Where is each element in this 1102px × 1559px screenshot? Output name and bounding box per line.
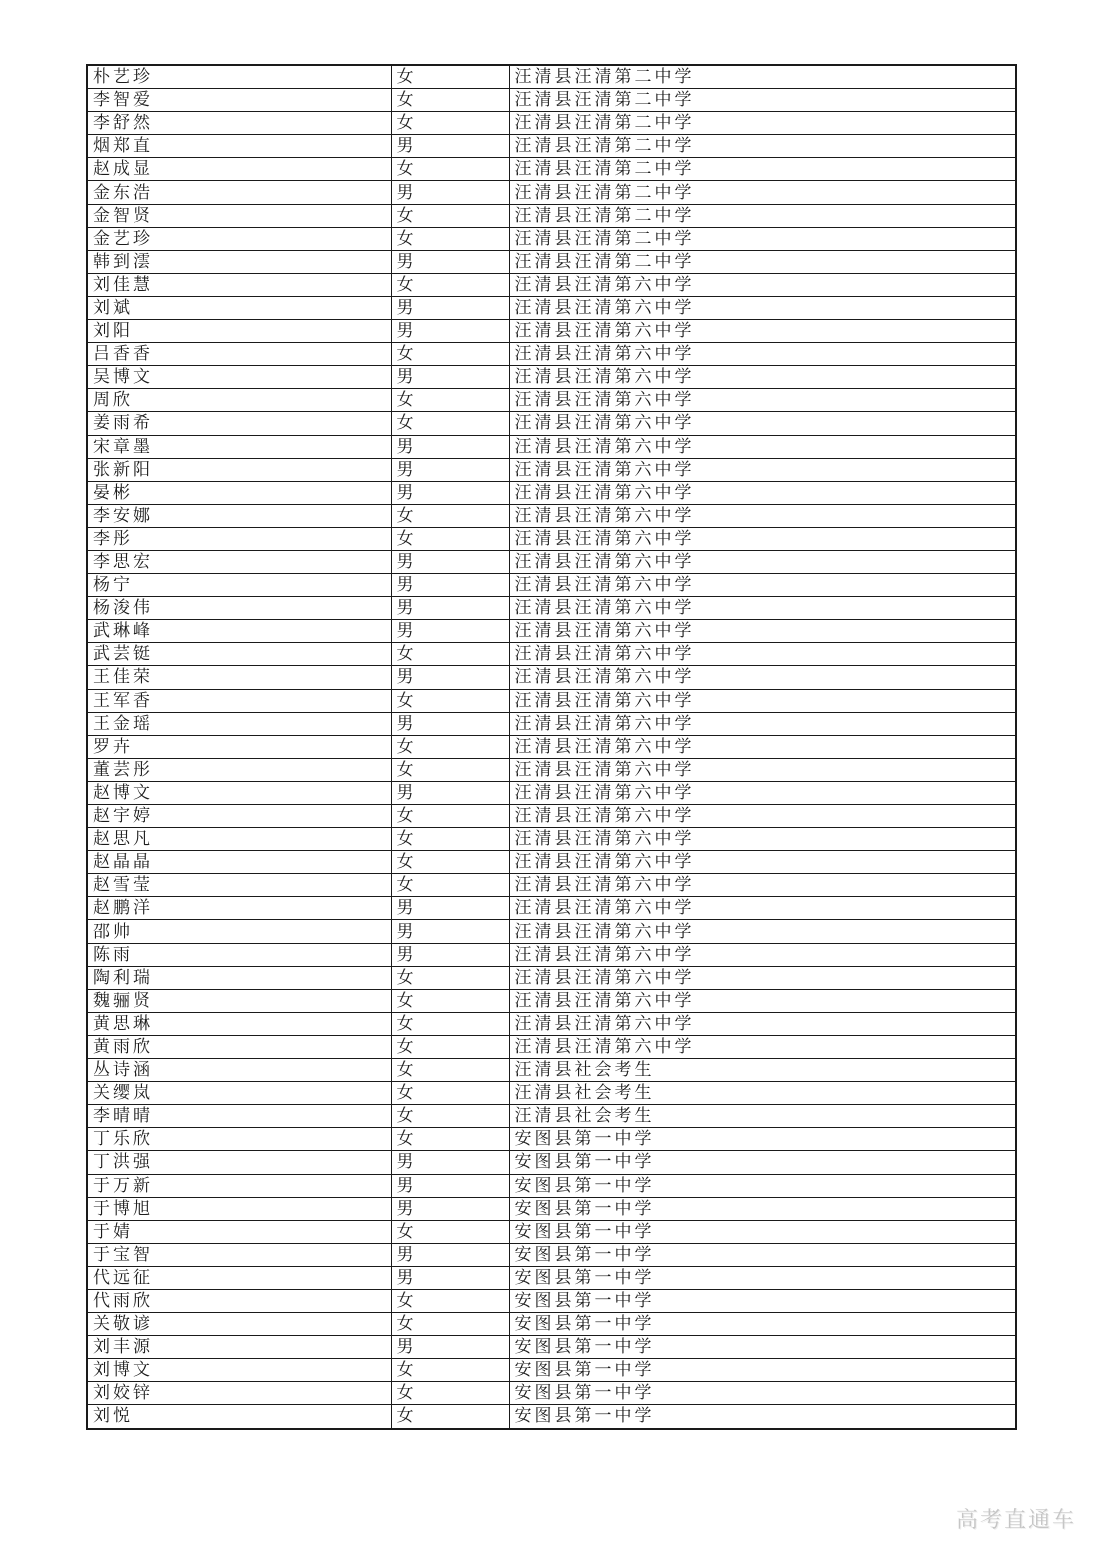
school-cell: 安图县第一中学 (509, 1313, 1016, 1336)
gender-cell: 男 (391, 1174, 509, 1197)
name-cell: 丁乐欣 (87, 1128, 391, 1151)
table-row (87, 412, 1016, 435)
table-row (87, 920, 1016, 943)
school-cell: 汪清县汪清第二中学 (509, 158, 1016, 181)
name-cell: 于婧 (87, 1220, 391, 1243)
name-cell: 魏骊贤 (87, 989, 391, 1012)
table-row (87, 620, 1016, 643)
name-cell: 赵成显 (87, 158, 391, 181)
name-cell: 关缨岚 (87, 1082, 391, 1105)
school-cell: 汪清县汪清第六中学 (509, 781, 1016, 804)
name-cell: 陈雨 (87, 943, 391, 966)
name-cell: 周欣 (87, 389, 391, 412)
school-cell: 汪清县汪清第六中学 (509, 527, 1016, 550)
school-cell: 汪清县汪清第六中学 (509, 597, 1016, 620)
gender-cell: 女 (391, 966, 509, 989)
name-cell: 李舒然 (87, 112, 391, 135)
school-cell: 汪清县汪清第六中学 (509, 758, 1016, 781)
table-row (87, 250, 1016, 273)
name-cell: 烟郑直 (87, 135, 391, 158)
school-cell: 汪清县汪清第六中学 (509, 481, 1016, 504)
gender-cell: 男 (391, 597, 509, 620)
school-cell: 安图县第一中学 (509, 1266, 1016, 1289)
school-cell: 安图县第一中学 (509, 1289, 1016, 1312)
table-row (87, 89, 1016, 112)
name-cell: 姜雨希 (87, 412, 391, 435)
name-cell: 罗卉 (87, 735, 391, 758)
school-cell: 汪清县汪清第六中学 (509, 574, 1016, 597)
table-row (87, 897, 1016, 920)
table-row (87, 1128, 1016, 1151)
table-row (87, 1289, 1016, 1312)
name-cell: 李彤 (87, 527, 391, 550)
gender-cell: 女 (391, 1220, 509, 1243)
student-roster-table (86, 64, 1017, 1430)
school-cell: 安图县第一中学 (509, 1128, 1016, 1151)
gender-cell: 女 (391, 989, 509, 1012)
gender-cell: 女 (391, 758, 509, 781)
gender-cell: 女 (391, 112, 509, 135)
gender-cell: 女 (391, 805, 509, 828)
school-cell: 安图县第一中学 (509, 1382, 1016, 1405)
gender-cell: 女 (391, 874, 509, 897)
name-cell: 张新阳 (87, 458, 391, 481)
gender-cell: 女 (391, 1289, 509, 1312)
school-cell: 汪清县汪清第二中学 (509, 250, 1016, 273)
table-row (87, 989, 1016, 1012)
school-cell: 安图县第一中学 (509, 1359, 1016, 1382)
table-row (87, 343, 1016, 366)
gender-cell: 女 (391, 643, 509, 666)
school-cell: 汪清县汪清第六中学 (509, 458, 1016, 481)
school-cell: 汪清县汪清第二中学 (509, 135, 1016, 158)
table-row (87, 943, 1016, 966)
table-row (87, 874, 1016, 897)
table-row (87, 204, 1016, 227)
gender-cell: 男 (391, 574, 509, 597)
name-cell: 董芸彤 (87, 758, 391, 781)
table-row (87, 1405, 1016, 1429)
gender-cell: 男 (391, 296, 509, 319)
table-row (87, 805, 1016, 828)
school-cell: 汪清县汪清第二中学 (509, 112, 1016, 135)
table-row (87, 504, 1016, 527)
school-cell: 汪清县汪清第六中学 (509, 435, 1016, 458)
school-cell: 安图县第一中学 (509, 1405, 1016, 1429)
name-cell: 丛诗涵 (87, 1059, 391, 1082)
name-cell: 李晴晴 (87, 1105, 391, 1128)
school-cell: 汪清县汪清第六中学 (509, 296, 1016, 319)
table-row (87, 112, 1016, 135)
gender-cell: 男 (391, 458, 509, 481)
table-row (87, 135, 1016, 158)
gender-cell: 女 (391, 273, 509, 296)
table-row (87, 389, 1016, 412)
name-cell: 杨宁 (87, 574, 391, 597)
table-row (87, 1012, 1016, 1035)
table-row (87, 550, 1016, 573)
table-row (87, 966, 1016, 989)
name-cell: 于万新 (87, 1174, 391, 1197)
gender-cell: 男 (391, 1266, 509, 1289)
name-cell: 刘阳 (87, 320, 391, 343)
name-cell: 关敬谚 (87, 1313, 391, 1336)
name-cell: 武芸铤 (87, 643, 391, 666)
gender-cell: 女 (391, 689, 509, 712)
school-cell: 安图县第一中学 (509, 1336, 1016, 1359)
school-cell: 汪清县汪清第六中学 (509, 412, 1016, 435)
school-cell: 汪清县汪清第二中学 (509, 89, 1016, 112)
school-cell: 汪清县汪清第六中学 (509, 874, 1016, 897)
name-cell: 黄雨欣 (87, 1035, 391, 1058)
name-cell: 李思宏 (87, 550, 391, 573)
name-cell: 赵雪莹 (87, 874, 391, 897)
name-cell: 吕香香 (87, 343, 391, 366)
table-row (87, 735, 1016, 758)
school-cell: 汪清县汪清第六中学 (509, 343, 1016, 366)
school-cell: 汪清县汪清第六中学 (509, 966, 1016, 989)
name-cell: 金东浩 (87, 181, 391, 204)
watermark-logo: 高考直通车 (956, 1507, 1077, 1532)
school-cell: 汪清县汪清第六中学 (509, 504, 1016, 527)
school-cell: 安图县第一中学 (509, 1197, 1016, 1220)
school-cell: 汪清县汪清第二中学 (509, 181, 1016, 204)
name-cell: 刘博文 (87, 1359, 391, 1382)
table-row (87, 158, 1016, 181)
name-cell: 刘姣锌 (87, 1382, 391, 1405)
gender-cell: 男 (391, 943, 509, 966)
table-row (87, 758, 1016, 781)
gender-cell: 男 (391, 481, 509, 504)
school-cell: 汪清县汪清第六中学 (509, 851, 1016, 874)
school-cell: 安图县第一中学 (509, 1151, 1016, 1174)
name-cell: 邵帅 (87, 920, 391, 943)
table-row (87, 227, 1016, 250)
school-cell: 汪清县汪清第六中学 (509, 666, 1016, 689)
school-cell: 汪清县汪清第六中学 (509, 620, 1016, 643)
school-cell: 安图县第一中学 (509, 1220, 1016, 1243)
school-cell: 汪清县汪清第六中学 (509, 828, 1016, 851)
gender-cell: 女 (391, 735, 509, 758)
table-row (87, 1313, 1016, 1336)
name-cell: 丁洪强 (87, 1151, 391, 1174)
table-row (87, 643, 1016, 666)
gender-cell: 男 (391, 550, 509, 573)
table-row (87, 1059, 1016, 1082)
name-cell: 于宝智 (87, 1243, 391, 1266)
table-row (87, 1035, 1016, 1058)
gender-cell: 男 (391, 1243, 509, 1266)
table-row (87, 65, 1016, 89)
school-cell: 汪清县汪清第六中学 (509, 943, 1016, 966)
school-cell: 汪清县汪清第六中学 (509, 989, 1016, 1012)
name-cell: 吴博文 (87, 366, 391, 389)
table-row (87, 320, 1016, 343)
name-cell: 黄思琳 (87, 1012, 391, 1035)
name-cell: 金艺珍 (87, 227, 391, 250)
name-cell: 刘悦 (87, 1405, 391, 1429)
table-row (87, 1174, 1016, 1197)
table-row (87, 1266, 1016, 1289)
school-cell: 汪清县汪清第六中学 (509, 320, 1016, 343)
gender-cell: 女 (391, 389, 509, 412)
table-row (87, 481, 1016, 504)
name-cell: 刘佳慧 (87, 273, 391, 296)
gender-cell: 女 (391, 527, 509, 550)
school-cell: 汪清县汪清第六中学 (509, 389, 1016, 412)
gender-cell: 男 (391, 781, 509, 804)
name-cell: 李安娜 (87, 504, 391, 527)
gender-cell: 女 (391, 1035, 509, 1058)
name-cell: 朴艺珍 (87, 65, 391, 89)
school-cell: 汪清县汪清第六中学 (509, 643, 1016, 666)
gender-cell: 女 (391, 158, 509, 181)
name-cell: 赵博文 (87, 781, 391, 804)
gender-cell: 女 (391, 1105, 509, 1128)
name-cell: 金智贤 (87, 204, 391, 227)
name-cell: 赵宇婷 (87, 805, 391, 828)
table-row (87, 597, 1016, 620)
name-cell: 李智爱 (87, 89, 391, 112)
gender-cell: 女 (391, 851, 509, 874)
gender-cell: 女 (391, 504, 509, 527)
school-cell: 汪清县汪清第六中学 (509, 273, 1016, 296)
school-cell: 汪清县汪清第六中学 (509, 897, 1016, 920)
gender-cell: 男 (391, 435, 509, 458)
table-row (87, 1197, 1016, 1220)
gender-cell: 女 (391, 1012, 509, 1035)
gender-cell: 女 (391, 1359, 509, 1382)
name-cell: 杨浚伟 (87, 597, 391, 620)
name-cell: 赵思凡 (87, 828, 391, 851)
gender-cell: 男 (391, 712, 509, 735)
school-cell: 汪清县汪清第六中学 (509, 805, 1016, 828)
table-row (87, 366, 1016, 389)
gender-cell: 女 (391, 65, 509, 89)
name-cell: 武琳峰 (87, 620, 391, 643)
school-cell: 汪清县汪清第六中学 (509, 366, 1016, 389)
table-row (87, 1336, 1016, 1359)
gender-cell: 女 (391, 828, 509, 851)
name-cell: 赵鹏洋 (87, 897, 391, 920)
school-cell: 安图县第一中学 (509, 1174, 1016, 1197)
table-row (87, 712, 1016, 735)
name-cell: 陶利瑞 (87, 966, 391, 989)
table-row (87, 574, 1016, 597)
gender-cell: 男 (391, 1336, 509, 1359)
name-cell: 赵晶晶 (87, 851, 391, 874)
table-row (87, 828, 1016, 851)
gender-cell: 女 (391, 412, 509, 435)
name-cell: 刘丰源 (87, 1336, 391, 1359)
name-cell: 宋章墨 (87, 435, 391, 458)
name-cell: 王军香 (87, 689, 391, 712)
school-cell: 汪清县汪清第六中学 (509, 1012, 1016, 1035)
school-cell: 汪清县社会考生 (509, 1059, 1016, 1082)
school-cell: 安图县第一中学 (509, 1243, 1016, 1266)
gender-cell: 男 (391, 897, 509, 920)
gender-cell: 男 (391, 181, 509, 204)
gender-cell: 男 (391, 620, 509, 643)
school-cell: 汪清县汪清第二中学 (509, 65, 1016, 89)
school-cell: 汪清县汪清第六中学 (509, 689, 1016, 712)
table-row (87, 1220, 1016, 1243)
table-row (87, 666, 1016, 689)
gender-cell: 女 (391, 204, 509, 227)
name-cell: 韩到澐 (87, 250, 391, 273)
gender-cell: 女 (391, 1082, 509, 1105)
name-cell: 王佳荣 (87, 666, 391, 689)
table-row (87, 1082, 1016, 1105)
gender-cell: 男 (391, 135, 509, 158)
gender-cell: 女 (391, 1382, 509, 1405)
gender-cell: 男 (391, 920, 509, 943)
school-cell: 汪清县汪清第六中学 (509, 735, 1016, 758)
table-row (87, 527, 1016, 550)
table-row (87, 1359, 1016, 1382)
name-cell: 晏彬 (87, 481, 391, 504)
table-row (87, 851, 1016, 874)
table-row (87, 273, 1016, 296)
gender-cell: 女 (391, 89, 509, 112)
table-row (87, 181, 1016, 204)
gender-cell: 女 (391, 227, 509, 250)
gender-cell: 女 (391, 1313, 509, 1336)
gender-cell: 女 (391, 1059, 509, 1082)
table-row (87, 689, 1016, 712)
table-row (87, 1151, 1016, 1174)
school-cell: 汪清县社会考生 (509, 1082, 1016, 1105)
table-row (87, 435, 1016, 458)
name-cell: 代雨欣 (87, 1289, 391, 1312)
table-row (87, 781, 1016, 804)
name-cell: 于博旭 (87, 1197, 391, 1220)
school-cell: 汪清县汪清第六中学 (509, 920, 1016, 943)
table-row (87, 1382, 1016, 1405)
gender-cell: 男 (391, 1197, 509, 1220)
table-row (87, 296, 1016, 319)
gender-cell: 女 (391, 1405, 509, 1429)
school-cell: 汪清县汪清第二中学 (509, 227, 1016, 250)
table-row (87, 1243, 1016, 1266)
school-cell: 汪清县社会考生 (509, 1105, 1016, 1128)
gender-cell: 女 (391, 1128, 509, 1151)
name-cell: 王金瑶 (87, 712, 391, 735)
table-row (87, 1105, 1016, 1128)
gender-cell: 男 (391, 666, 509, 689)
school-cell: 汪清县汪清第六中学 (509, 712, 1016, 735)
gender-cell: 男 (391, 1151, 509, 1174)
gender-cell: 男 (391, 366, 509, 389)
school-cell: 汪清县汪清第六中学 (509, 550, 1016, 573)
roster-table-body (87, 65, 1016, 1429)
gender-cell: 男 (391, 250, 509, 273)
school-cell: 汪清县汪清第六中学 (509, 1035, 1016, 1058)
gender-cell: 女 (391, 343, 509, 366)
gender-cell: 男 (391, 320, 509, 343)
name-cell: 刘斌 (87, 296, 391, 319)
name-cell: 代远征 (87, 1266, 391, 1289)
table-row (87, 458, 1016, 481)
school-cell: 汪清县汪清第二中学 (509, 204, 1016, 227)
